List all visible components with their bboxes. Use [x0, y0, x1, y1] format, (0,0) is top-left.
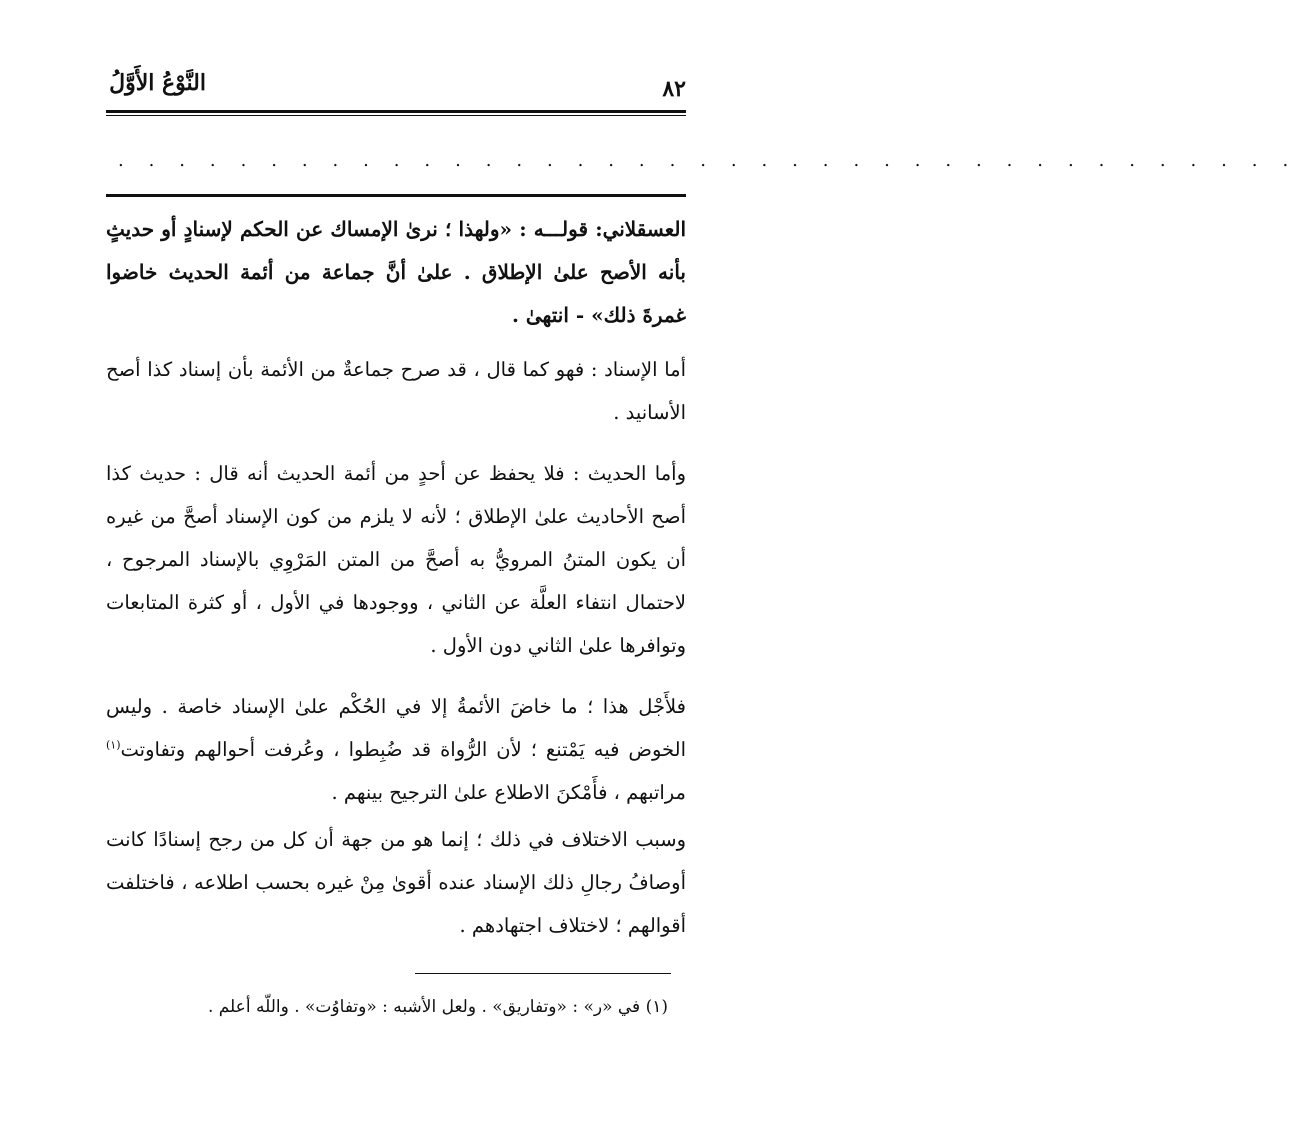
- paragraph-disagreement: وسبب الاختلاف في ذلك ؛ إنما هو من جهة أن كل من رجح إسنادًا كانت أوصافُ رجالِ ذلك الإسناد عنده أقوىٰ مِنْ غيره بحسب اطلاعه ، فاختلفت أقوالهم ؛ لاختلاف اجتهادهم .: [106, 828, 686, 937]
- omitted-text-dots: . . . . . . . . . . . . . . . . . . . . . . . . . . . . . . . . . . . . . . .: [118, 150, 1298, 171]
- commentary-text: قولـــه : «ولهذا ؛ نرىٰ الإمساك عن الحكم لإسنادٍ أو حديثٍ بأنه الأصح علىٰ الإطلاق . علىٰ أنَّ جماعة من أئمة الحديث خاضوا غمرةَ ذلك» - انتهىٰ .: [106, 217, 686, 327]
- footnote: (١) في «ر» : «وتفاريق» . ولعل الأشبه : «وتفاوُت» . واللّه أعلم .: [207, 997, 668, 1017]
- paragraph-hadith: وأما الحديث : فلا يحفظ عن أحدٍ من أئمة الحديث أنه قال : حديث كذا أصح الأحاديث علىٰ الإطلاق ؛ لأنه لا يلزم من كون الإسناد أصحَّ من غيره أن يكون المتنُ المرويُّ به أصحَّ من المتن المَرْوِي بالإسناد المرجوح ، لاحتمال انتفاء العلَّة عن الثاني ، ووجودها في الأول ، أو كثرة المتابعات وتوافرها علىٰ الثاني دون الأول .: [106, 462, 686, 657]
- paragraph-text: فلأَجْل هذا ؛ ما خاضَ الأئمةُ إلا في الحُكْم علىٰ الإسناد خاصة . وليس الخوض فيه يَمْتنع ؛ لأن الرُّواة قد ضُبِطوا ، وعُرفت أحوالهم وتفاوتت: [106, 695, 686, 761]
- page-number: ٨٢: [662, 76, 686, 102]
- footnote-separator: [415, 973, 671, 974]
- paragraph-isnad: أما الإسناد : فهو كما قال ، قد صرح جماعةٌ من الأئمة بأن إسناد كذا أصح الأسانيد .: [106, 358, 686, 424]
- commentator-name: العسقلاني:: [595, 217, 686, 241]
- paragraph-reason: [106, 685, 686, 814]
- header-rule-thick: [106, 110, 686, 113]
- footnote-reference[interactable]: (١): [106, 738, 121, 752]
- page-header: [106, 70, 686, 106]
- section-divider: [106, 194, 686, 197]
- header-rule-thin: [106, 115, 686, 116]
- paragraph-text: مراتبهم ، فأَمْكنَ الاطلاع علىٰ الترجيح بينهم .: [331, 781, 686, 804]
- chapter-title: النَّوْعُ الأَوَّلُ: [109, 70, 206, 96]
- commentary-quote: [106, 208, 686, 337]
